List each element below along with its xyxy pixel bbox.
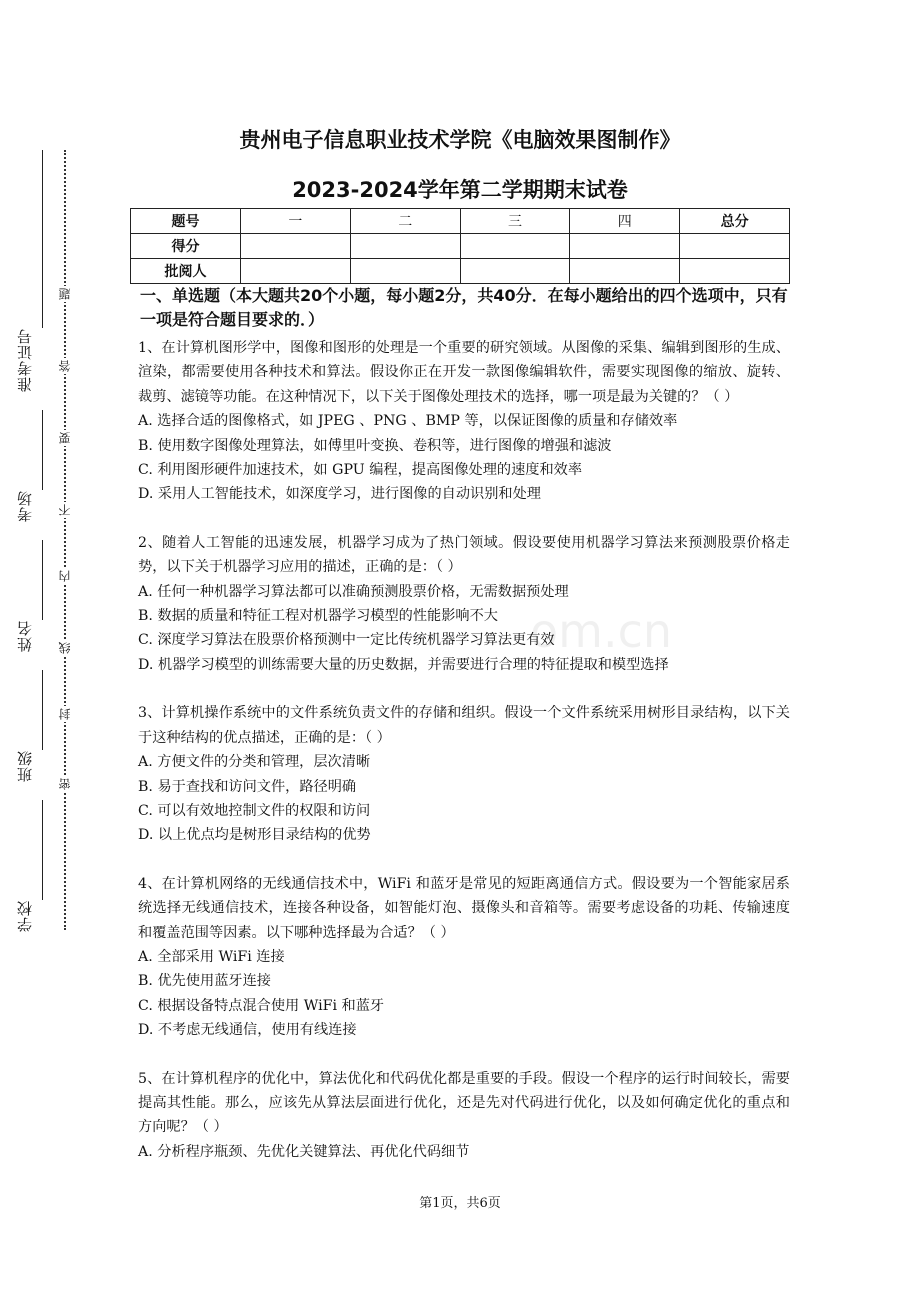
page-footer: 第1页，共6页 xyxy=(419,1196,501,1211)
seal-char: 密 xyxy=(58,778,72,790)
table-header-cell: 三 xyxy=(460,209,570,234)
seal-char: 封 xyxy=(58,708,72,720)
binding-strip xyxy=(0,150,120,940)
score-table-header-row xyxy=(131,209,790,234)
score-cell xyxy=(241,234,351,259)
question-3 xyxy=(138,701,790,847)
question-1 xyxy=(138,336,790,507)
table-header-cell: 总分 xyxy=(680,209,790,234)
option-a: A. 选择合适的图像格式，如 JPEG 、PNG 、BMP 等，以保证图像的质量和存储效率 xyxy=(138,413,678,430)
table-header-cell: 一 xyxy=(241,209,351,234)
option-c: C. 利用图形硬件加速技术，如 GPU 编程，提高图像处理的速度和效率 xyxy=(138,462,583,479)
option-b: B. 使用数字图像处理算法，如傅里叶变换、卷积等，进行图像的增强和滤波 xyxy=(138,437,612,454)
score-table-row xyxy=(131,259,790,284)
option-b: B. 优先使用蓝牙连接 xyxy=(138,973,271,990)
score-cell xyxy=(460,259,570,284)
seal-char: 不 xyxy=(58,504,72,516)
seal-dotted-line xyxy=(64,150,66,930)
exam-title: 贵州电子信息职业技术学院《电脑效果图制作》 xyxy=(239,128,681,152)
field-label-school: 学校 xyxy=(16,900,34,932)
field-underline xyxy=(42,410,43,490)
option-a: A. 任何一种机器学习算法都可以准确预测股票价格，无需数据预处理 xyxy=(138,583,569,600)
table-header-cell: 题号 xyxy=(131,209,241,234)
seal-char: 题 xyxy=(58,288,72,300)
option-a: A. 方便文件的分类和管理，层次清晰 xyxy=(138,754,371,771)
option-a: A. 分析程序瓶颈、先优化关键算法、再优化代码细节 xyxy=(138,1143,470,1160)
field-label-name: 姓名 xyxy=(16,620,34,652)
option-d: D. 采用人工智能技术，如深度学习，进行图像的自动识别和处理 xyxy=(138,486,541,503)
field-underline xyxy=(42,540,43,620)
field-label-exam-room: 考场 xyxy=(16,490,34,522)
table-header-cell: 二 xyxy=(350,209,460,234)
score-table-row xyxy=(131,234,790,259)
field-label-class: 班级 xyxy=(16,750,34,782)
score-table xyxy=(130,208,790,284)
score-cell xyxy=(570,259,680,284)
option-c: C. 深度学习算法在股票价格预测中一定比传统机器学习算法更有效 xyxy=(138,632,555,649)
field-underline xyxy=(42,670,43,750)
option-d: D. 机器学习模型的训练需要大量的历史数据，并需要进行合理的特征提取和模型选择 xyxy=(138,656,669,673)
score-cell xyxy=(350,259,460,284)
seal-char: 要 xyxy=(58,432,72,444)
option-b: B. 易于查找和访问文件，路径明确 xyxy=(138,778,357,795)
score-cell xyxy=(241,259,351,284)
seal-char: 答 xyxy=(58,360,72,372)
field-underline xyxy=(42,800,43,900)
section-heading: 一、单选题（本大题共20个小题，每小题2分，共40分．在每小题给出的四个选项中，只有一项是符合题目要求的．） xyxy=(140,286,788,329)
question-stem: 1、在计算机图形学中，图像和图形的处理是一个重要的研究领域。从图像的采集、编辑到图形的生成、渲染，都需要使用各种技术和算法。假设你正在开发一款图像编辑软件，需要实现图像的缩放、旋转、裁剪、滤镜等功能。在这种情况下，以下关于图像处理技术的选择，哪一项是最为关键的？（ ） xyxy=(138,340,790,405)
exam-content xyxy=(138,284,790,1164)
table-header-cell: 四 xyxy=(570,209,680,234)
seal-char: 线 xyxy=(58,642,72,654)
question-2 xyxy=(138,531,790,677)
watermark: om.cn xyxy=(530,604,673,658)
option-a: A. 全部采用 WiFi 连接 xyxy=(138,948,285,965)
table-row-label: 得分 xyxy=(131,234,241,259)
field-underline xyxy=(42,150,43,328)
option-c: C. 根据设备特点混合使用 WiFi 和蓝牙 xyxy=(138,997,385,1014)
question-stem: 2、随着人工智能的迅速发展，机器学习成为了热门领域。假设要使用机器学习算法来预测股票价格走势，以下关于机器学习应用的描述，正确的是：（ ） xyxy=(138,534,790,576)
option-d: D. 以上优点均是树形目录结构的优势 xyxy=(138,827,371,844)
score-cell xyxy=(680,234,790,259)
table-row-label: 批阅人 xyxy=(131,259,241,284)
exam-subtitle: 2023-2024学年第二学期期末试卷 xyxy=(292,178,628,202)
question-stem: 4、在计算机网络的无线通信技术中，WiFi 和蓝牙是常见的短距离通信方式。假设要为一个智能家居系统选择无线通信技术，连接各种设备，如智能灯泡、摄像头和音箱等。需要考虑设备的功耗、传输速度和覆盖范围等因素。以下哪种选择最为合适？（ ） xyxy=(138,875,790,941)
score-cell xyxy=(570,234,680,259)
option-d: D. 不考虑无线通信，使用有线连接 xyxy=(138,1022,357,1039)
question-4 xyxy=(138,872,790,1043)
option-b: B. 数据的质量和特征工程对机器学习模型的性能影响不大 xyxy=(138,608,498,625)
question-stem: 3、计算机操作系统中的文件系统负责文件的存储和组织。假设一个文件系统采用树形目录结构，以下关于这种结构的优点描述，正确的是：（ ） xyxy=(138,705,790,746)
score-cell xyxy=(680,259,790,284)
score-cell xyxy=(460,234,570,259)
field-label-exam-id: 准考证号 xyxy=(16,328,34,392)
question-stem: 5、在计算机程序的优化中，算法优化和代码优化都是重要的手段。假设一个程序的运行时间较长，需要提高其性能。那么，应该先从算法层面进行优化，还是先对代码进行优化，以及如何确定优化的重点和方向呢？（ ） xyxy=(138,1070,790,1136)
option-c: C. 可以有效地控制文件的权限和访问 xyxy=(138,802,371,819)
seal-char: 内 xyxy=(58,570,72,582)
question-5 xyxy=(138,1067,790,1165)
score-cell xyxy=(350,234,460,259)
